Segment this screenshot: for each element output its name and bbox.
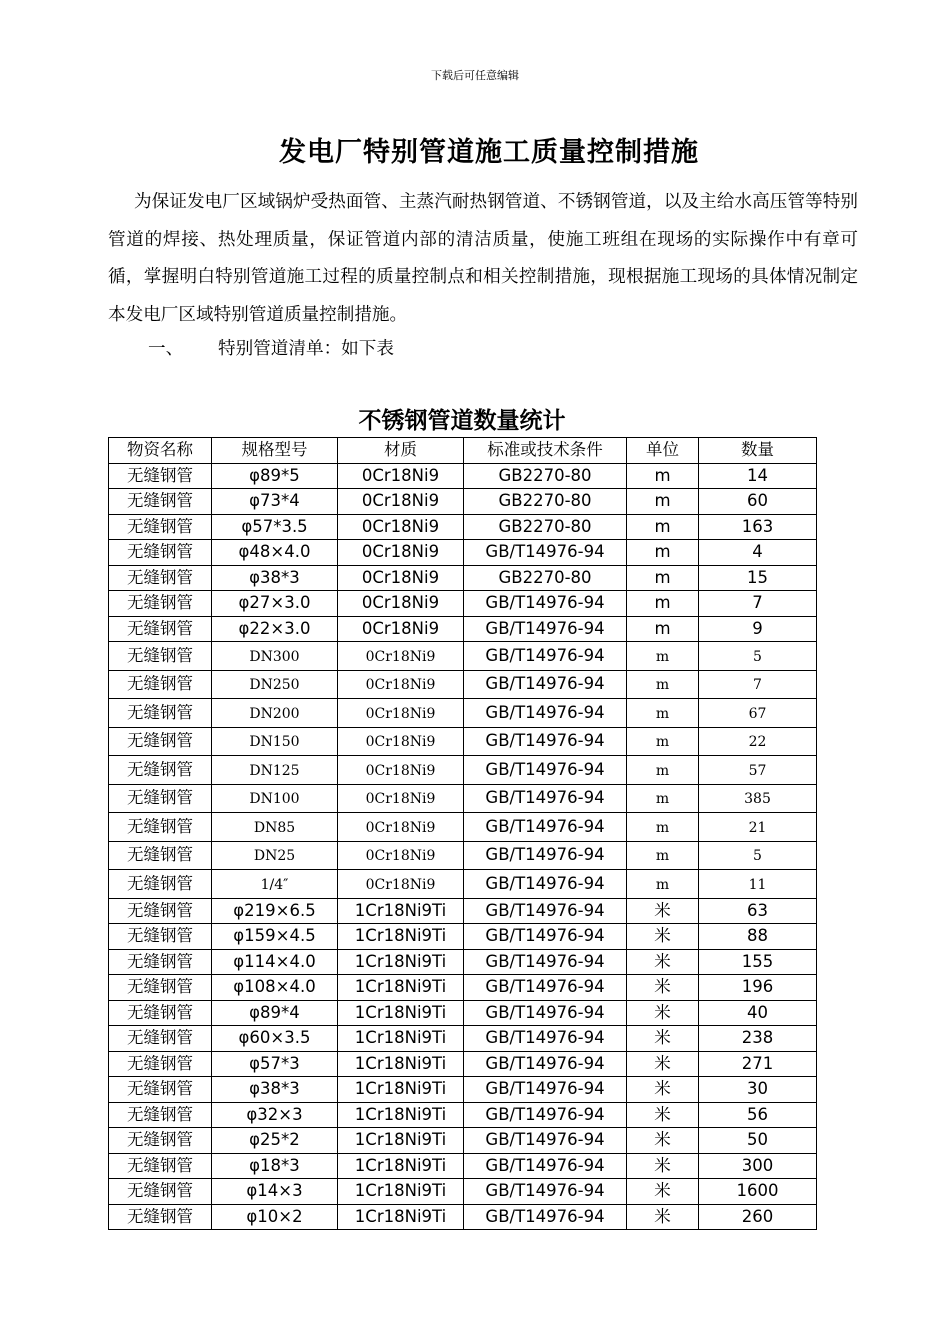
cell-quantity: 271 <box>699 1051 817 1077</box>
cell-name: 无缝钢管 <box>109 514 212 540</box>
cell-name: 无缝钢管 <box>109 924 212 950</box>
cell-name: 无缝钢管 <box>109 1153 212 1179</box>
cell-standard: GB/T14976-94 <box>464 1128 627 1154</box>
cell-spec: φ114×4.0 <box>212 949 338 975</box>
cell-standard: GB/T14976-94 <box>464 756 627 785</box>
cell-unit: 米 <box>627 975 699 1001</box>
cell-standard: GB/T14976-94 <box>464 670 627 699</box>
cell-material: 1Cr18Ni9Ti <box>338 1102 464 1128</box>
table-row <box>109 1026 817 1052</box>
cell-standard: GB/T14976-94 <box>464 642 627 671</box>
cell-material: 0Cr18Ni9 <box>338 841 464 870</box>
cell-material: 1Cr18Ni9Ti <box>338 949 464 975</box>
pipe-quantity-table <box>108 437 817 1230</box>
cell-unit: m <box>627 514 699 540</box>
cell-quantity: 260 <box>699 1204 817 1230</box>
cell-spec: φ25*2 <box>212 1128 338 1154</box>
table-row <box>109 784 817 813</box>
cell-quantity: 5 <box>699 841 817 870</box>
table-row <box>109 540 817 566</box>
cell-standard: GB/T14976-94 <box>464 813 627 842</box>
table-row <box>109 898 817 924</box>
section-text: 特别管道清单：如下表 <box>218 339 394 359</box>
cell-standard: GB/T14976-94 <box>464 1102 627 1128</box>
table-row <box>109 1000 817 1026</box>
table-row <box>109 1051 817 1077</box>
cell-quantity: 21 <box>699 813 817 842</box>
cell-quantity: 4 <box>699 540 817 566</box>
cell-unit: m <box>627 841 699 870</box>
cell-spec: DN300 <box>212 642 338 671</box>
cell-quantity: 60 <box>699 489 817 515</box>
header-cell-material: 材质 <box>338 438 464 464</box>
cell-name: 无缝钢管 <box>109 975 212 1001</box>
cell-unit: m <box>627 670 699 699</box>
cell-unit: m <box>627 870 699 899</box>
table-row <box>109 1077 817 1103</box>
cell-spec: φ108×4.0 <box>212 975 338 1001</box>
cell-material: 0Cr18Ni9 <box>338 514 464 540</box>
cell-standard: GB/T14976-94 <box>464 1077 627 1103</box>
cell-material: 1Cr18Ni9Ti <box>338 1026 464 1052</box>
table-row <box>109 1179 817 1205</box>
cell-quantity: 163 <box>699 514 817 540</box>
cell-quantity: 385 <box>699 784 817 813</box>
cell-material: 1Cr18Ni9Ti <box>338 1000 464 1026</box>
cell-spec: DN125 <box>212 756 338 785</box>
cell-material: 1Cr18Ni9Ti <box>338 1051 464 1077</box>
header-cell-unit: 单位 <box>627 438 699 464</box>
cell-name: 无缝钢管 <box>109 841 212 870</box>
table-row <box>109 924 817 950</box>
cell-spec: φ10×2 <box>212 1204 338 1230</box>
cell-standard: GB/T14976-94 <box>464 699 627 728</box>
cell-spec: φ89*5 <box>212 463 338 489</box>
cell-spec: φ14×3 <box>212 1179 338 1205</box>
cell-standard: GB/T14976-94 <box>464 949 627 975</box>
cell-spec: φ48×4.0 <box>212 540 338 566</box>
cell-name: 无缝钢管 <box>109 670 212 699</box>
cell-standard: GB2270-80 <box>464 565 627 591</box>
cell-material: 1Cr18Ni9Ti <box>338 975 464 1001</box>
header-cell-name: 物资名称 <box>109 438 212 464</box>
table-row <box>109 841 817 870</box>
table-row <box>109 1204 817 1230</box>
cell-name: 无缝钢管 <box>109 813 212 842</box>
cell-spec: φ18*3 <box>212 1153 338 1179</box>
table-row <box>109 463 817 489</box>
cell-spec: φ27×3.0 <box>212 591 338 617</box>
table-row <box>109 591 817 617</box>
cell-material: 0Cr18Ni9 <box>338 727 464 756</box>
header-cell-spec: 规格型号 <box>212 438 338 464</box>
cell-standard: GB/T14976-94 <box>464 1000 627 1026</box>
cell-standard: GB/T14976-94 <box>464 591 627 617</box>
cell-quantity: 50 <box>699 1128 817 1154</box>
cell-spec: φ38*3 <box>212 1077 338 1103</box>
table-row <box>109 565 817 591</box>
cell-unit: 米 <box>627 898 699 924</box>
cell-spec: DN25 <box>212 841 338 870</box>
cell-quantity: 7 <box>699 670 817 699</box>
cell-standard: GB/T14976-94 <box>464 870 627 899</box>
cell-quantity: 40 <box>699 1000 817 1026</box>
cell-unit: 米 <box>627 1077 699 1103</box>
table-row <box>109 670 817 699</box>
cell-quantity: 88 <box>699 924 817 950</box>
table-row <box>109 1153 817 1179</box>
cell-spec: φ57*3 <box>212 1051 338 1077</box>
cell-name: 无缝钢管 <box>109 1051 212 1077</box>
cell-unit: m <box>627 540 699 566</box>
cell-name: 无缝钢管 <box>109 784 212 813</box>
cell-name: 无缝钢管 <box>109 540 212 566</box>
cell-quantity: 196 <box>699 975 817 1001</box>
cell-name: 无缝钢管 <box>109 1179 212 1205</box>
cell-unit: 米 <box>627 1179 699 1205</box>
cell-quantity: 57 <box>699 756 817 785</box>
cell-name: 无缝钢管 <box>109 1204 212 1230</box>
cell-name: 无缝钢管 <box>109 489 212 515</box>
cell-material: 1Cr18Ni9Ti <box>338 898 464 924</box>
table-row <box>109 949 817 975</box>
cell-name: 无缝钢管 <box>109 1026 212 1052</box>
cell-spec: φ38*3 <box>212 565 338 591</box>
cell-name: 无缝钢管 <box>109 1102 212 1128</box>
cell-unit: m <box>627 727 699 756</box>
table-header-row <box>109 438 817 464</box>
cell-unit: 米 <box>627 1026 699 1052</box>
header-cell-standard: 标准或技术条件 <box>464 438 627 464</box>
cell-spec: φ60×3.5 <box>212 1026 338 1052</box>
table-row <box>109 642 817 671</box>
cell-spec: φ219×6.5 <box>212 898 338 924</box>
cell-standard: GB2270-80 <box>464 463 627 489</box>
cell-unit: m <box>627 642 699 671</box>
cell-material: 1Cr18Ni9Ti <box>338 1204 464 1230</box>
table-row <box>109 514 817 540</box>
cell-name: 无缝钢管 <box>109 565 212 591</box>
cell-material: 1Cr18Ni9Ti <box>338 1077 464 1103</box>
cell-spec: DN150 <box>212 727 338 756</box>
cell-name: 无缝钢管 <box>109 642 212 671</box>
cell-unit: 米 <box>627 1204 699 1230</box>
cell-unit: m <box>627 756 699 785</box>
cell-material: 0Cr18Ni9 <box>338 670 464 699</box>
cell-quantity: 7 <box>699 591 817 617</box>
cell-standard: GB/T14976-94 <box>464 784 627 813</box>
cell-quantity: 15 <box>699 565 817 591</box>
cell-standard: GB/T14976-94 <box>464 841 627 870</box>
cell-unit: 米 <box>627 1000 699 1026</box>
cell-material: 1Cr18Ni9Ti <box>338 924 464 950</box>
cell-material: 0Cr18Ni9 <box>338 565 464 591</box>
cell-material: 0Cr18Ni9 <box>338 642 464 671</box>
cell-spec: φ57*3.5 <box>212 514 338 540</box>
cell-standard: GB2270-80 <box>464 514 627 540</box>
cell-material: 1Cr18Ni9Ti <box>338 1128 464 1154</box>
cell-name: 无缝钢管 <box>109 727 212 756</box>
cell-quantity: 56 <box>699 1102 817 1128</box>
table-row <box>109 616 817 642</box>
cell-spec: φ73*4 <box>212 489 338 515</box>
cell-standard: GB/T14976-94 <box>464 1204 627 1230</box>
table-title: 不锈钢管道数量统计 <box>358 408 566 434</box>
table-row <box>109 727 817 756</box>
table-row <box>109 699 817 728</box>
cell-spec: DN200 <box>212 699 338 728</box>
cell-material: 0Cr18Ni9 <box>338 756 464 785</box>
cell-standard: GB/T14976-94 <box>464 616 627 642</box>
cell-material: 0Cr18Ni9 <box>338 463 464 489</box>
cell-name: 无缝钢管 <box>109 870 212 899</box>
cell-unit: 米 <box>627 949 699 975</box>
cell-spec: φ22×3.0 <box>212 616 338 642</box>
cell-standard: GB/T14976-94 <box>464 727 627 756</box>
cell-standard: GB/T14976-94 <box>464 1179 627 1205</box>
cell-name: 无缝钢管 <box>109 1077 212 1103</box>
cell-spec: 1/4″ <box>212 870 338 899</box>
cell-unit: m <box>627 591 699 617</box>
section-heading <box>148 334 394 364</box>
header-cell-quantity: 数量 <box>699 438 817 464</box>
cell-standard: GB/T14976-94 <box>464 1153 627 1179</box>
cell-name: 无缝钢管 <box>109 1128 212 1154</box>
table-row <box>109 489 817 515</box>
cell-standard: GB/T14976-94 <box>464 975 627 1001</box>
cell-quantity: 14 <box>699 463 817 489</box>
cell-unit: 米 <box>627 1153 699 1179</box>
cell-material: 1Cr18Ni9Ti <box>338 1179 464 1205</box>
cell-quantity: 155 <box>699 949 817 975</box>
cell-material: 0Cr18Ni9 <box>338 540 464 566</box>
cell-unit: m <box>627 699 699 728</box>
cell-quantity: 9 <box>699 616 817 642</box>
section-number: 一、 <box>148 339 184 359</box>
cell-quantity: 67 <box>699 699 817 728</box>
table-row <box>109 1128 817 1154</box>
cell-standard: GB/T14976-94 <box>464 540 627 566</box>
cell-material: 0Cr18Ni9 <box>338 489 464 515</box>
cell-standard: GB/T14976-94 <box>464 924 627 950</box>
cell-spec: φ89*4 <box>212 1000 338 1026</box>
cell-unit: m <box>627 463 699 489</box>
table-row <box>109 813 817 842</box>
cell-standard: GB/T14976-94 <box>464 898 627 924</box>
cell-unit: m <box>627 489 699 515</box>
table-body <box>109 463 817 1230</box>
header-note: 下载后可任意编辑 <box>431 69 519 82</box>
cell-unit: 米 <box>627 1128 699 1154</box>
cell-unit: 米 <box>627 1051 699 1077</box>
table-row <box>109 756 817 785</box>
cell-material: 0Cr18Ni9 <box>338 591 464 617</box>
cell-name: 无缝钢管 <box>109 1000 212 1026</box>
cell-name: 无缝钢管 <box>109 949 212 975</box>
cell-quantity: 11 <box>699 870 817 899</box>
cell-material: 0Cr18Ni9 <box>338 813 464 842</box>
cell-unit: 米 <box>627 1102 699 1128</box>
cell-quantity: 63 <box>699 898 817 924</box>
cell-name: 无缝钢管 <box>109 463 212 489</box>
cell-material: 0Cr18Ni9 <box>338 784 464 813</box>
cell-standard: GB/T14976-94 <box>464 1051 627 1077</box>
cell-standard: GB/T14976-94 <box>464 1026 627 1052</box>
cell-unit: m <box>627 565 699 591</box>
cell-spec: φ159×4.5 <box>212 924 338 950</box>
cell-unit: m <box>627 813 699 842</box>
cell-name: 无缝钢管 <box>109 756 212 785</box>
cell-name: 无缝钢管 <box>109 591 212 617</box>
cell-quantity: 5 <box>699 642 817 671</box>
cell-quantity: 300 <box>699 1153 817 1179</box>
table-row <box>109 1102 817 1128</box>
cell-name: 无缝钢管 <box>109 699 212 728</box>
cell-unit: 米 <box>627 924 699 950</box>
intro-paragraph: 为保证发电厂区域锅炉受热面管、主蒸汽耐热钢管道、不锈钢管道，以及主给水高压管等特别管道的焊接、热处理质量，保证管道内部的清洁质量，使施工班组在现场的实际操作中有章可循，掌握明白特别管道施工过程的质量控制点和相关控制措施，现根据施工现场的具体情况制定本发电厂区域特别管道质量控制措施。 <box>108 192 858 325</box>
cell-material: 0Cr18Ni9 <box>338 699 464 728</box>
cell-material: 1Cr18Ni9Ti <box>338 1153 464 1179</box>
cell-spec: DN85 <box>212 813 338 842</box>
cell-quantity: 30 <box>699 1077 817 1103</box>
cell-name: 无缝钢管 <box>109 898 212 924</box>
document-title: 发电厂特别管道施工质量控制措施 <box>279 137 699 168</box>
cell-quantity: 238 <box>699 1026 817 1052</box>
cell-standard: GB2270-80 <box>464 489 627 515</box>
cell-material: 0Cr18Ni9 <box>338 616 464 642</box>
cell-material: 0Cr18Ni9 <box>338 870 464 899</box>
cell-quantity: 1600 <box>699 1179 817 1205</box>
table-row <box>109 870 817 899</box>
cell-unit: m <box>627 784 699 813</box>
cell-spec: DN250 <box>212 670 338 699</box>
cell-quantity: 22 <box>699 727 817 756</box>
cell-unit: m <box>627 616 699 642</box>
cell-spec: φ32×3 <box>212 1102 338 1128</box>
table-row <box>109 975 817 1001</box>
cell-spec: DN100 <box>212 784 338 813</box>
cell-name: 无缝钢管 <box>109 616 212 642</box>
